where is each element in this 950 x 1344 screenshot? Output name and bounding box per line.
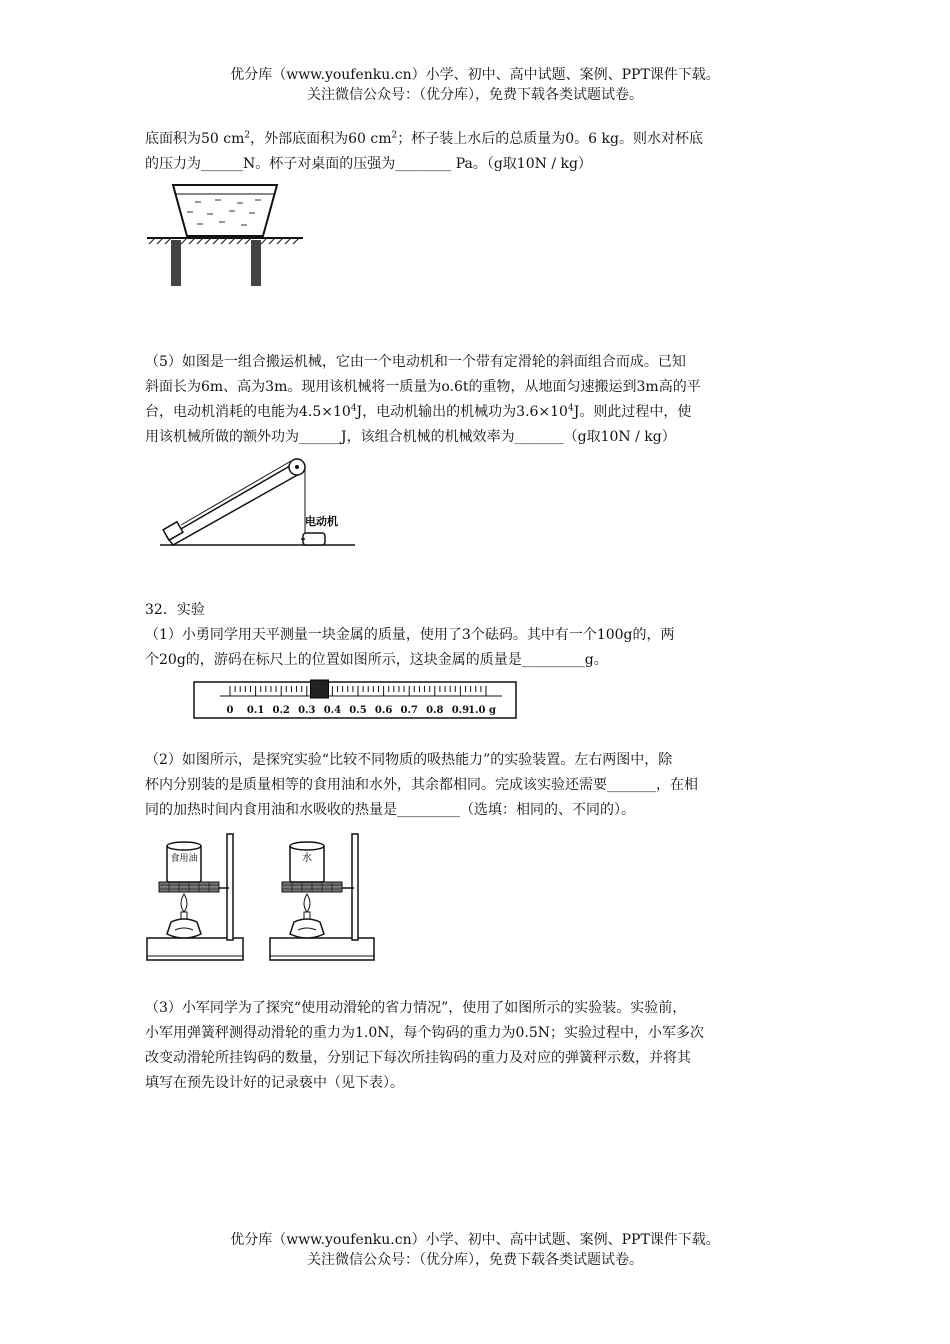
header-line-2: 关注微信公众号：（优分库），免费下载各类试题试卷。	[307, 87, 643, 103]
incline-motor-figure	[155, 455, 365, 555]
q32-p3-line-3: 改变动滑轮所挂钩码的数量，分别记下每次所挂钩码的重力及对应的弹簧秤示数，并将其	[145, 1050, 691, 1066]
footer-line-1: 优分库（www.youfenku.cn）小学、初中、高中试题、案例、PPT课件下载。	[230, 1232, 720, 1248]
q5-line-4: 用该机械所做的额外功为______J，该组合机械的机械效率为_______（g取10N / kg）	[145, 429, 676, 445]
ruler-tick-label: 0.8	[426, 705, 444, 716]
q5-line-3: 台，电动机消耗的电能为$4.5\times 10^4J$，电动机输出的机械功为$3.6\times 10^4J$。则此过程中，使	[145, 403, 692, 420]
ruler-tick-label: 0.1	[246, 705, 265, 716]
balance-rider-scale	[190, 676, 520, 722]
q32-p1-line-1: （1）小勇同学用天平测量一块金属的质量，使用了3个砝码。其中有一个100g的，两	[145, 627, 675, 643]
q32-p3-line-2: 小军用弹簧秤测得动滑轮的重力为1.0N，每个钩码的重力为0.5N；实验过程中，小军多次	[145, 1025, 705, 1041]
flame-icon	[304, 894, 310, 912]
ruler-tick-label: 0	[226, 705, 234, 716]
q32-p1-line-2: 个20g的，游码在标尺上的位置如图所示，这块金属的质量是_________g。	[145, 652, 608, 668]
beaker-label-oil: 食用油	[170, 854, 198, 864]
ruler-tick-label: 0.3	[298, 705, 316, 716]
q4-line-2: 的压力为______N。杯子对桌面的压强为________ Pa。（g取10N / kg）	[145, 156, 592, 172]
q32-p2-line-3: 同的加热时间内食用油和水吸收的热量是_________（选填：相同的、不同的）。	[145, 802, 635, 818]
q32-title: 32．实验	[145, 602, 205, 618]
footer-line-2: 关注微信公众号：（优分库），免费下载各类试题试卷。	[307, 1252, 643, 1268]
q32-p2-line-1: （2）如图所示，是探究实验“比较不同物质的吸热能力”的实验装置。左右两图中，除	[145, 752, 673, 768]
ruler-tick-label: 0.4	[323, 705, 342, 716]
q5-line-2: 斜面长为6m、高为3m。现用该机械将一质量为o.6t的重物，从地面匀速搬运到3m高的平	[145, 379, 701, 395]
q32-p3-line-4: 填写在预先设计好的记录亵中（见下表）。	[145, 1075, 404, 1091]
rider	[310, 680, 328, 698]
heating-setup-water	[268, 830, 378, 966]
heating-setup-oil	[145, 830, 245, 966]
header-line-1: 优分库（www.youfenku.cn）小学、初中、高中试题、案例、PPT课件下载。	[230, 67, 720, 83]
motor-label: 电动机	[305, 515, 338, 528]
q32-p3-line-1: （3）小军同学为了探究“使用动滑轮的省力情况”，使用了如图所示的实验装。实验前，	[145, 1000, 687, 1016]
ruler-tick-label: 0.5	[349, 705, 367, 716]
q4-line-1: 底面积为50 $cm^2$，外部底面积为60 $cm^2$；杯子装上水后的总质量为0。6 kg。则水对杯底	[145, 130, 703, 147]
beaker-label-water: 水	[302, 853, 312, 864]
q32-p2-line-2: 杯内分别装的是质量相等的食用油和水外，其余都相同。完成该实验还需要_______，在相	[145, 777, 698, 793]
ruler-tick-label: 0.7	[400, 705, 418, 716]
q5-line-1: （5）如图是一组合搬运机械，它由一个电动机和一个带有定滑轮的斜面组合而成。已知	[145, 354, 686, 370]
ruler-tick-label: 1.0 g	[468, 705, 496, 716]
flame-icon	[181, 894, 187, 912]
ruler-tick-label: 0.6	[374, 705, 393, 716]
ruler-tick-label: 0.9	[451, 705, 470, 716]
motor-icon	[303, 533, 325, 545]
ruler-tick-label: 0.2	[272, 705, 290, 716]
cup-on-table-figure	[145, 180, 305, 310]
